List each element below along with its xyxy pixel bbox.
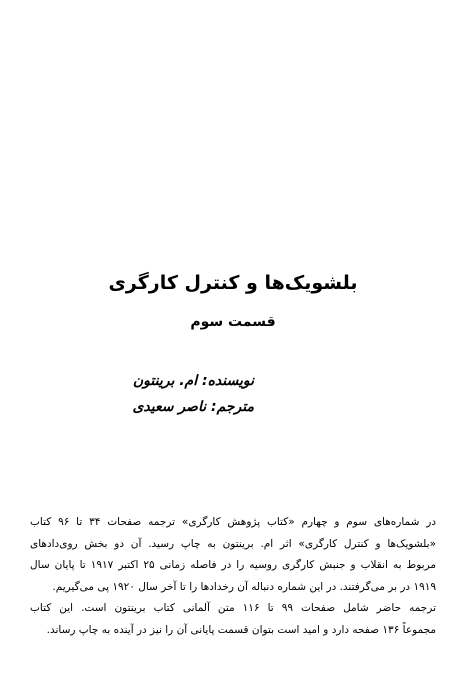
article-subtitle: قسمت سوم	[190, 314, 276, 330]
intro-line: در شماره‌های سوم و چهارم «کتاب پژوهش کارگری» ترجمه صفحات ۳۴ تا ۹۶ کتاب	[30, 516, 436, 528]
intro-line: «بلشویک‌ها و کنترل کارگری» اثر ام. برینتون به چاپ رسید. آن دو بخش روی‌دادهای	[30, 537, 436, 550]
author-credit: نویسنده: ام. برینتون	[132, 373, 254, 389]
article-title: بلشویک‌ها و کنترل کارگری	[108, 272, 358, 294]
translator-credit: مترجم: ناصر سعیدی	[132, 399, 254, 415]
intro-line: مجموعاً ۱۳۶ صفحه دارد و امید است بتوان قسمت پایانی آن را نیز در آینده به چاپ رساند.	[46, 623, 436, 636]
intro-line: مربوط به انقلاب و جنبش کارگری روسیه را در فاصله زمانی ۲۵ اکتبر ۱۹۱۷ تا پایان سال	[30, 559, 436, 571]
intro-paragraph	[30, 512, 436, 641]
intro-line: ۱۹۱۹ در بر می‌گرفتند. در این شماره دنباله آن رخدادها را تا آخر سال ۱۹۲۰ پی می‌گیریم.	[52, 580, 436, 593]
intro-line: ترجمه حاضر شامل صفحات ۹۹ تا ۱۱۶ متن آلمانی کتاب برینتون است. این کتاب	[30, 602, 436, 614]
